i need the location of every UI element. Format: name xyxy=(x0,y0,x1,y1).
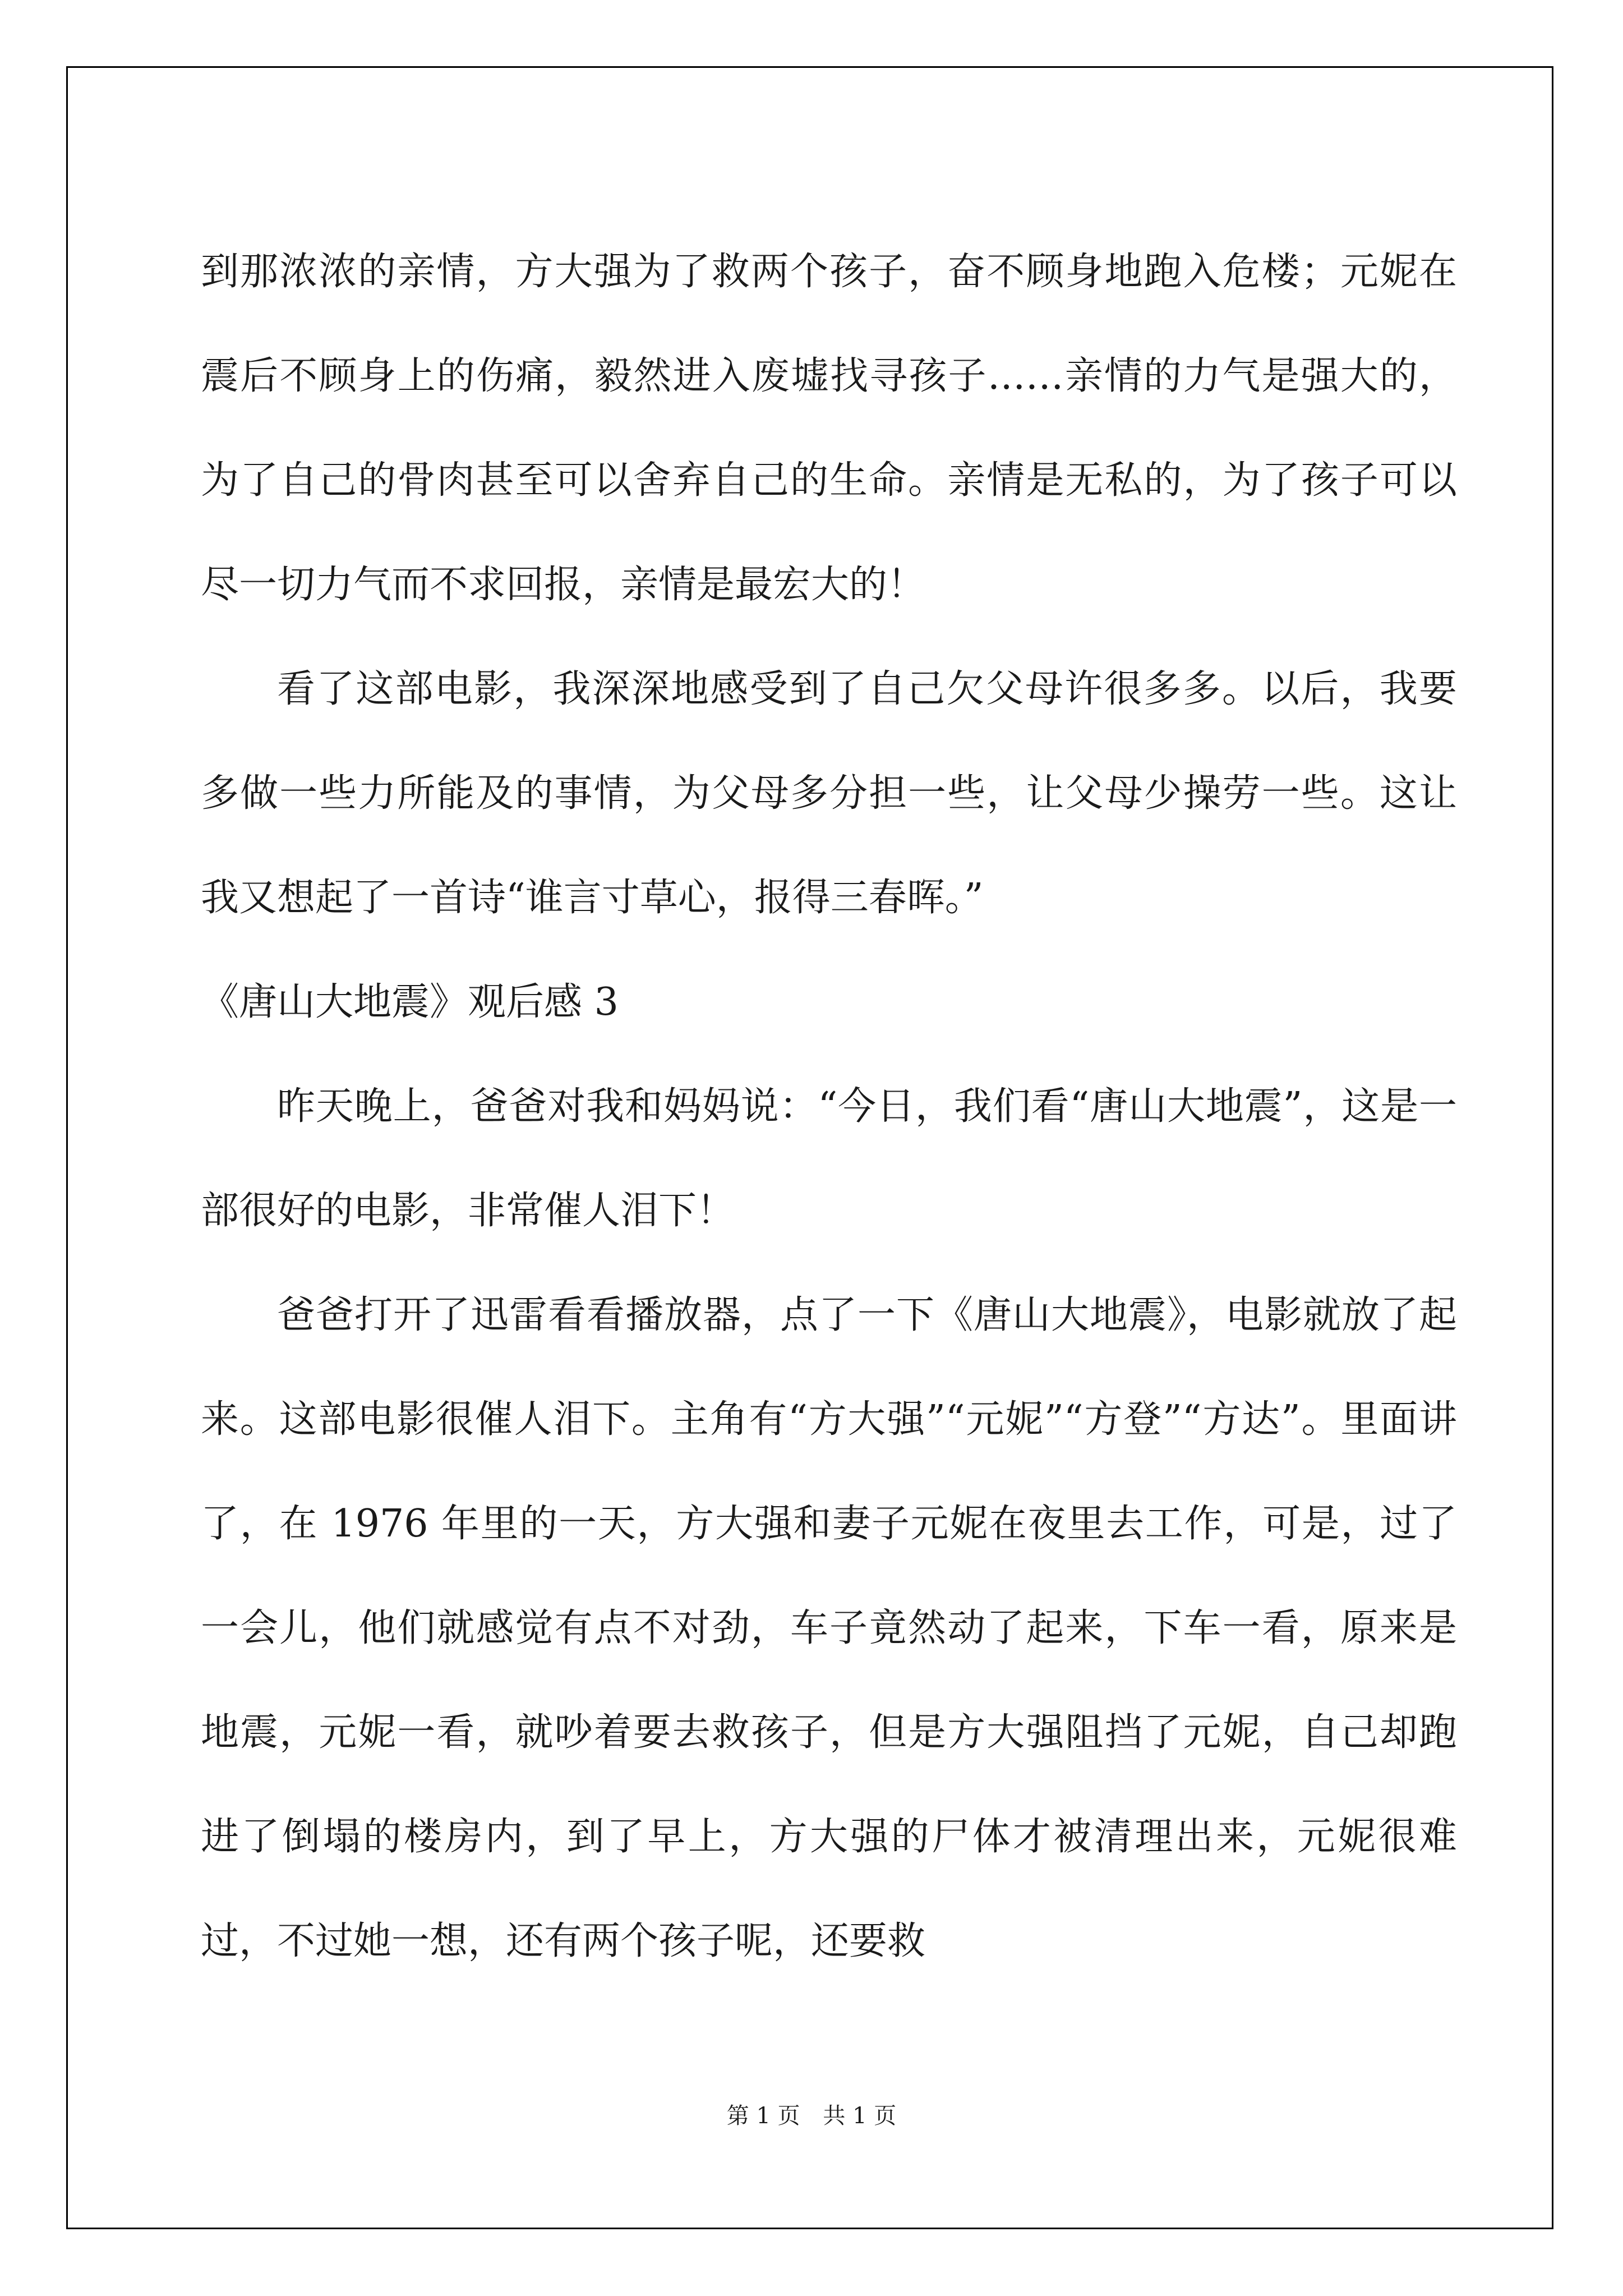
section-heading: 《唐山大地震》观后感 3 xyxy=(201,980,619,1024)
paragraph-3: 昨天晚上，爸爸对我和妈妈说：“今日，我们看“唐山大地震”，这是一部很好的电影，非常催人泪下！ xyxy=(201,1084,1457,1233)
paragraph-2: 看了这部电影，我深深地感受到了自己欠父母许很多多。以后，我要多做一些力所能及的事情，为父母多分担一些，让父母少操劳一些。这让我又想起了一首诗“谁言寸草心，报得三春晖。” xyxy=(201,667,1457,920)
page-number-current: 第 1 页 xyxy=(726,2103,800,2129)
document-body xyxy=(201,220,1457,1994)
page-number-total: 共 1 页 xyxy=(823,2103,897,2129)
paragraph-1: 到那浓浓的亲情，方大强为了救两个孩子，奋不顾身地跑入危楼；元妮在震后不顾身上的伤痛，毅然进入废墟找寻孩子……亲情的力气是强大的，为了自己的骨肉甚至可以舍弃自己的生命。亲情是无私的，为了孩子可以尽一切力气而不求回报，亲情是最宏大的！ xyxy=(201,250,1457,607)
paragraph-4: 爸爸打开了迅雷看看播放器，点了一下《唐山大地震》，电影就放了起来。这部电影很催人泪下。主角有“方大强”“元妮”“方登”“方达”。里面讲了，在 1976 年里的一天，方大强和妻子元妮在夜里去工作，可是，过了一会儿，他们就感觉有点不对劲，车子竟然动了起来，下车一看，原来是地震，元妮一看，就吵着要去救孩子，但是方大强阻挡了元妮，自己却跑进了倒塌的楼房内，到了早上，方大强的尸体才被清理出来，元妮很难过，不过她一想，还有两个孩子呢，还要救 xyxy=(201,1293,1457,1963)
page-footer xyxy=(0,2098,1623,2130)
